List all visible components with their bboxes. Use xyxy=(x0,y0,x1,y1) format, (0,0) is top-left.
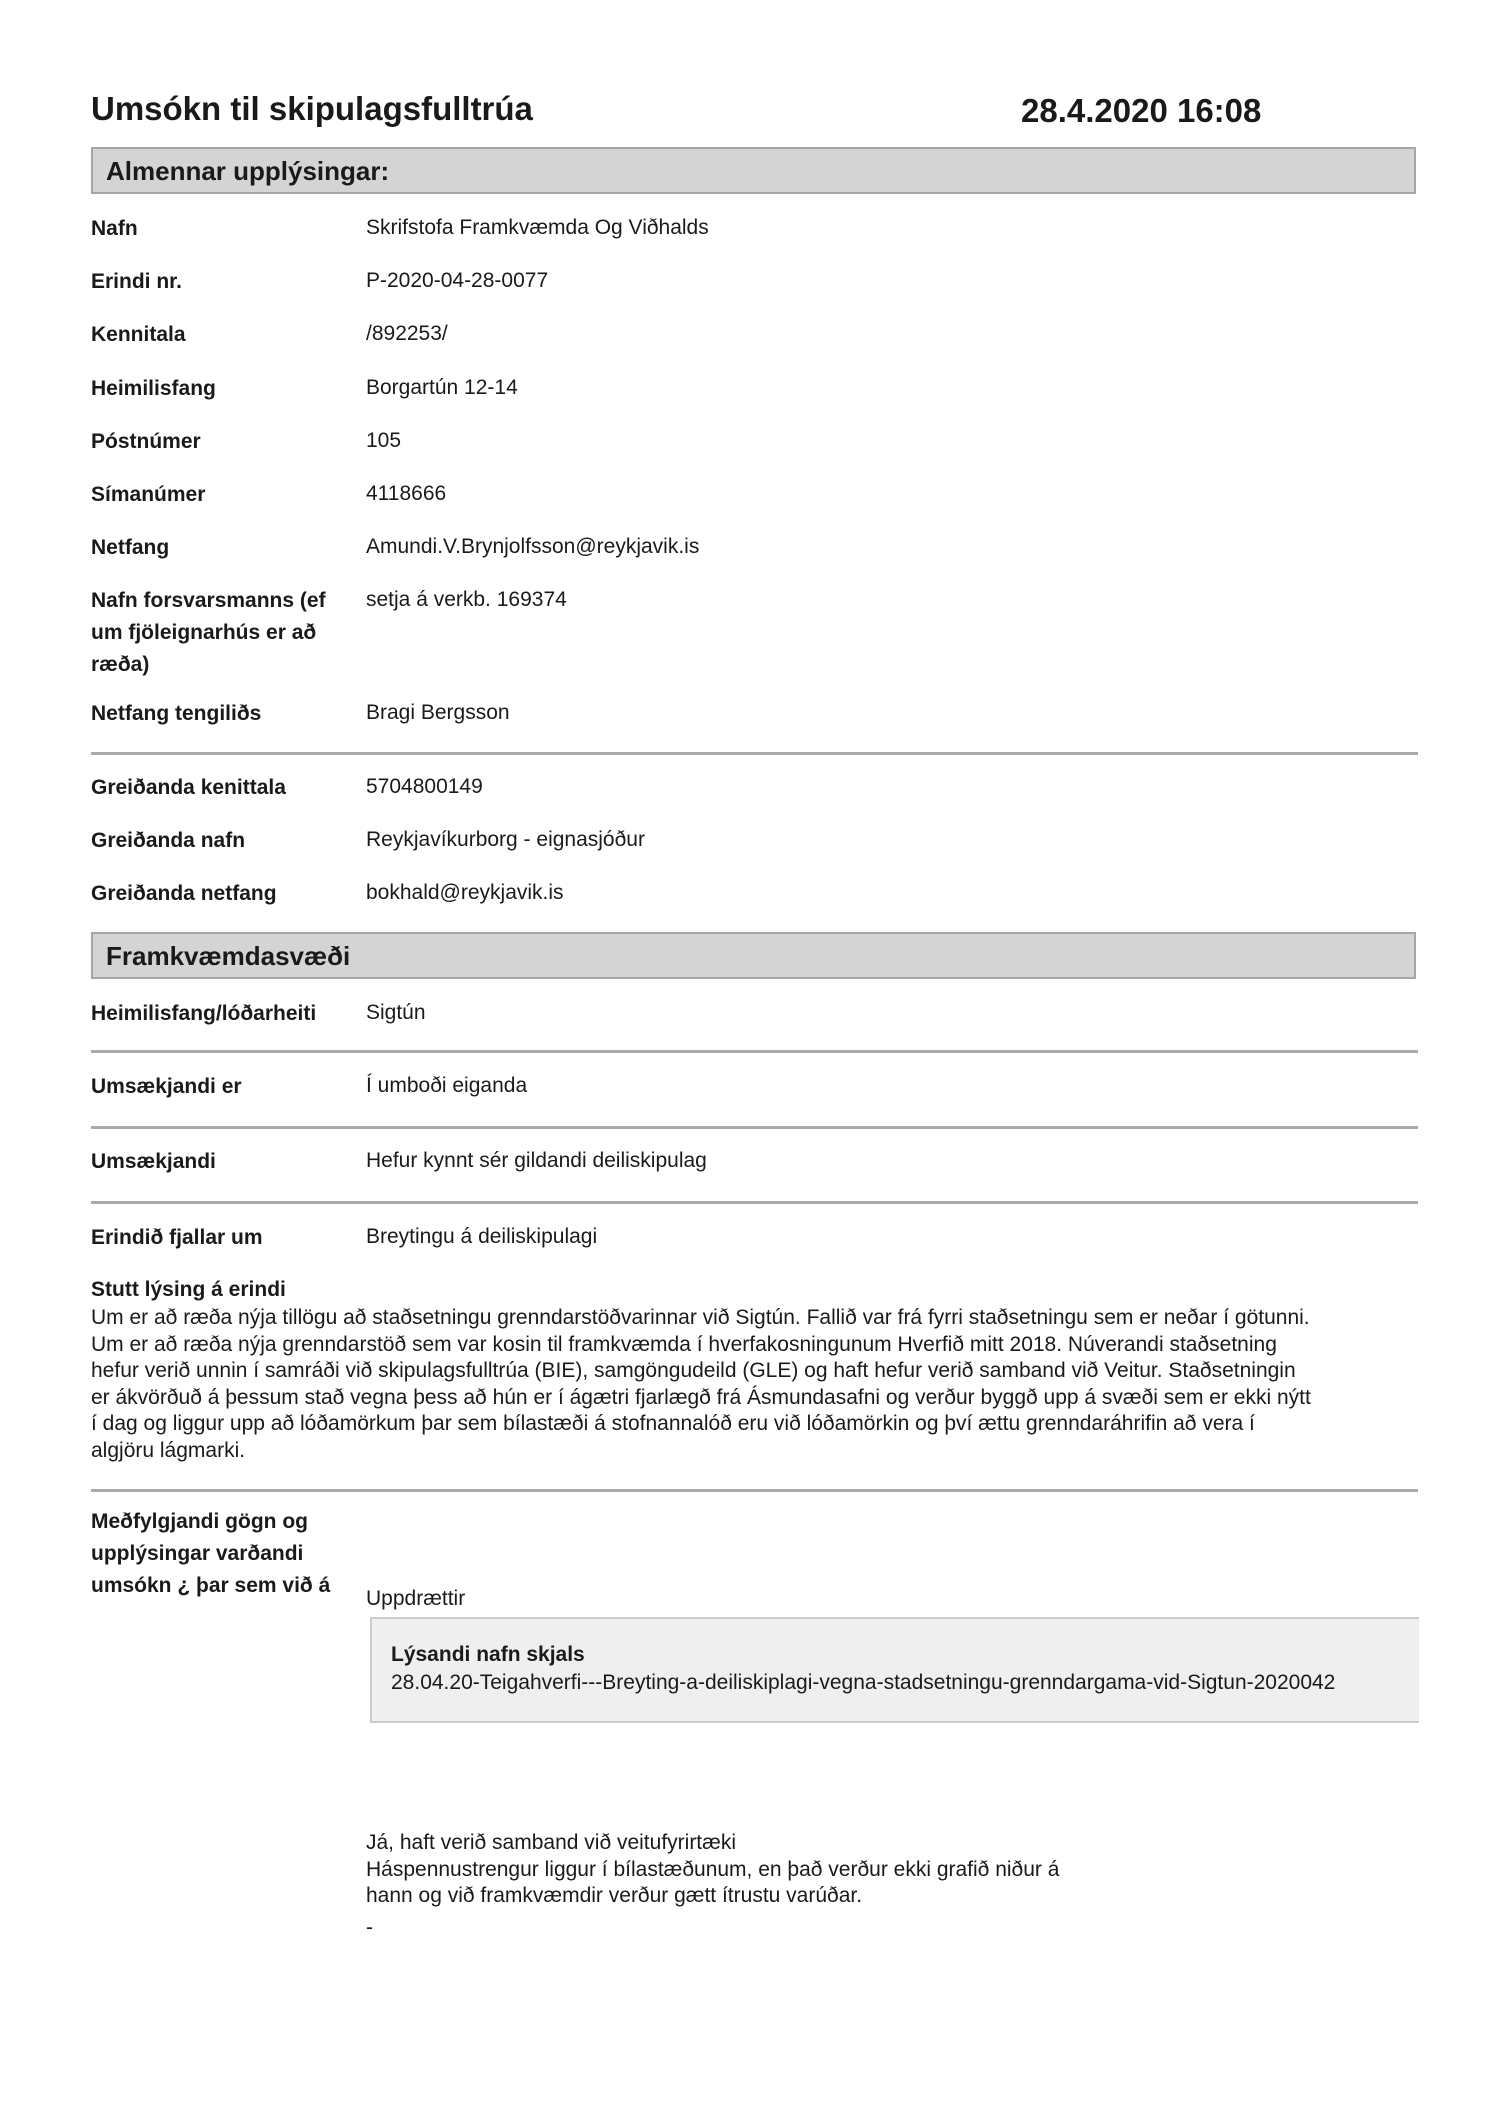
field-value: Hefur kynnt sér gildandi deiliskipulag xyxy=(366,1149,707,1172)
section-header-area: Framkvæmdasvæði xyxy=(91,932,1416,979)
field-value: Sigtún xyxy=(366,1001,426,1024)
utility-contact-text xyxy=(366,1830,1059,1910)
field-label: Umsækjandi xyxy=(91,1150,216,1173)
field-value: Amundi.V.Brynjolfsson@reykjavik.is xyxy=(366,535,700,558)
field-label: Greiðanda kenittala xyxy=(91,776,286,799)
section-header-general: Almennar upplýsingar: xyxy=(91,147,1416,194)
field-label: Netfang tengiliðs xyxy=(91,702,262,725)
utility-line: Já, haft verið samband við veitufyrirtæki xyxy=(366,1831,736,1854)
field-value: 105 xyxy=(366,429,402,452)
divider xyxy=(91,1126,1418,1129)
field-value: P-2020-04-28-0077 xyxy=(366,269,549,292)
field-label: Erindi nr. xyxy=(91,270,183,293)
description-title: Stutt lýsing á erindi xyxy=(91,1278,286,1301)
page-datetime: 28.4.2020 16:08 xyxy=(1021,92,1262,129)
empty-value-dash: - xyxy=(366,1916,373,1939)
field-value: Í umboði eiganda xyxy=(366,1074,528,1097)
description-body xyxy=(91,1305,1421,1464)
field-label: Heimilisfang xyxy=(91,377,216,400)
attachment-file-box xyxy=(370,1617,1419,1723)
field-value: /892253/ xyxy=(366,322,448,345)
field-label: Umsækjandi er xyxy=(91,1075,242,1098)
description-line: Um er að ræða nýja grenndarstöð sem var kosin til framkvæmda í hverfakosningunum Hverfið mitt 2018. Núverandi staðsetning xyxy=(91,1332,1277,1356)
field-label: Nafn xyxy=(91,217,138,240)
description-line: algjöru lágmarki. xyxy=(91,1438,246,1462)
attachments-label: Meðfylgjandi gögn og upplýsingar varðandi umsókn ¿ þar sem við á xyxy=(91,1510,331,1597)
attachment-type: Uppdrættir xyxy=(366,1587,466,1610)
field-label: Kennitala xyxy=(91,323,186,346)
field-label: Nafn forsvarsmanns (ef um fjöleignarhús er að ræða) xyxy=(91,589,326,676)
field-value: Breytingu á deiliskipulagi xyxy=(366,1225,598,1248)
field-value: 4118666 xyxy=(366,482,447,505)
field-label: Heimilisfang/lóðarheiti xyxy=(91,1002,317,1025)
file-label: Lýsandi nafn skjals xyxy=(391,1643,585,1666)
divider xyxy=(91,752,1418,755)
description-line: Um er að ræða nýja tillögu að staðsetningu grenndarstöðvarinnar við Sigtún. Fallið var frá fyrri staðsetningu sem er neðar í götunni. xyxy=(91,1306,1310,1329)
field-label: Netfang xyxy=(91,536,170,559)
field-value: Borgartún 12-14 xyxy=(366,376,518,399)
field-label: Greiðanda netfang xyxy=(91,882,277,905)
utility-line: Háspennustrengur liggur í bílastæðunum, en það verður ekki grafið niður á xyxy=(366,1857,1060,1881)
field-value: Bragi Bergsson xyxy=(366,701,510,724)
field-label: Símanúmer xyxy=(91,483,206,506)
utility-line: hann og við framkvæmdir verður gætt ítrustu varúðar. xyxy=(366,1884,863,1907)
field-value: Reykjavíkurborg - eignasjóður xyxy=(366,828,645,851)
file-name-link[interactable]: 28.04.20-Teigahverfi---Breyting-a-deiliskiplagi-vegna-stadsetningu-grenndargama-vid-Sigtun-2020042 xyxy=(391,1671,1336,1694)
description-line: í dag og liggur upp að lóðamörkum þar sem bílastæði á stofnannalóð eru við lóðamörkin og því ættu grenndaráhrifin að vera í xyxy=(91,1412,1255,1435)
field-value: setja á verkb. 169374 xyxy=(366,588,567,611)
divider xyxy=(91,1050,1418,1053)
page-title: Umsókn til skipulagsfulltrúa xyxy=(91,90,533,127)
field-value: Skrifstofa Framkvæmda Og Viðhalds xyxy=(366,216,709,239)
field-value: 5704800149 xyxy=(366,775,483,798)
description-line: hefur verið unnin í samráði við skipulagsfulltrúa (BIE), samgöngudeild (GLE) og haft hefur verið samband við Veitur. Staðsetningin xyxy=(91,1359,1296,1382)
divider xyxy=(91,1201,1418,1204)
divider xyxy=(91,1489,1418,1492)
field-value: bokhald@reykjavik.is xyxy=(366,881,564,904)
field-label: Greiðanda nafn xyxy=(91,829,246,852)
field-label: Erindið fjallar um xyxy=(91,1226,263,1249)
description-line: er ákvörðuð á þessum stað vegna þess að hún er í ágætri fjarlægð frá Ásmundasafni og verður byggð upp á svæði sem er ekki nýtt xyxy=(91,1385,1311,1409)
field-label: Póstnúmer xyxy=(91,430,201,453)
